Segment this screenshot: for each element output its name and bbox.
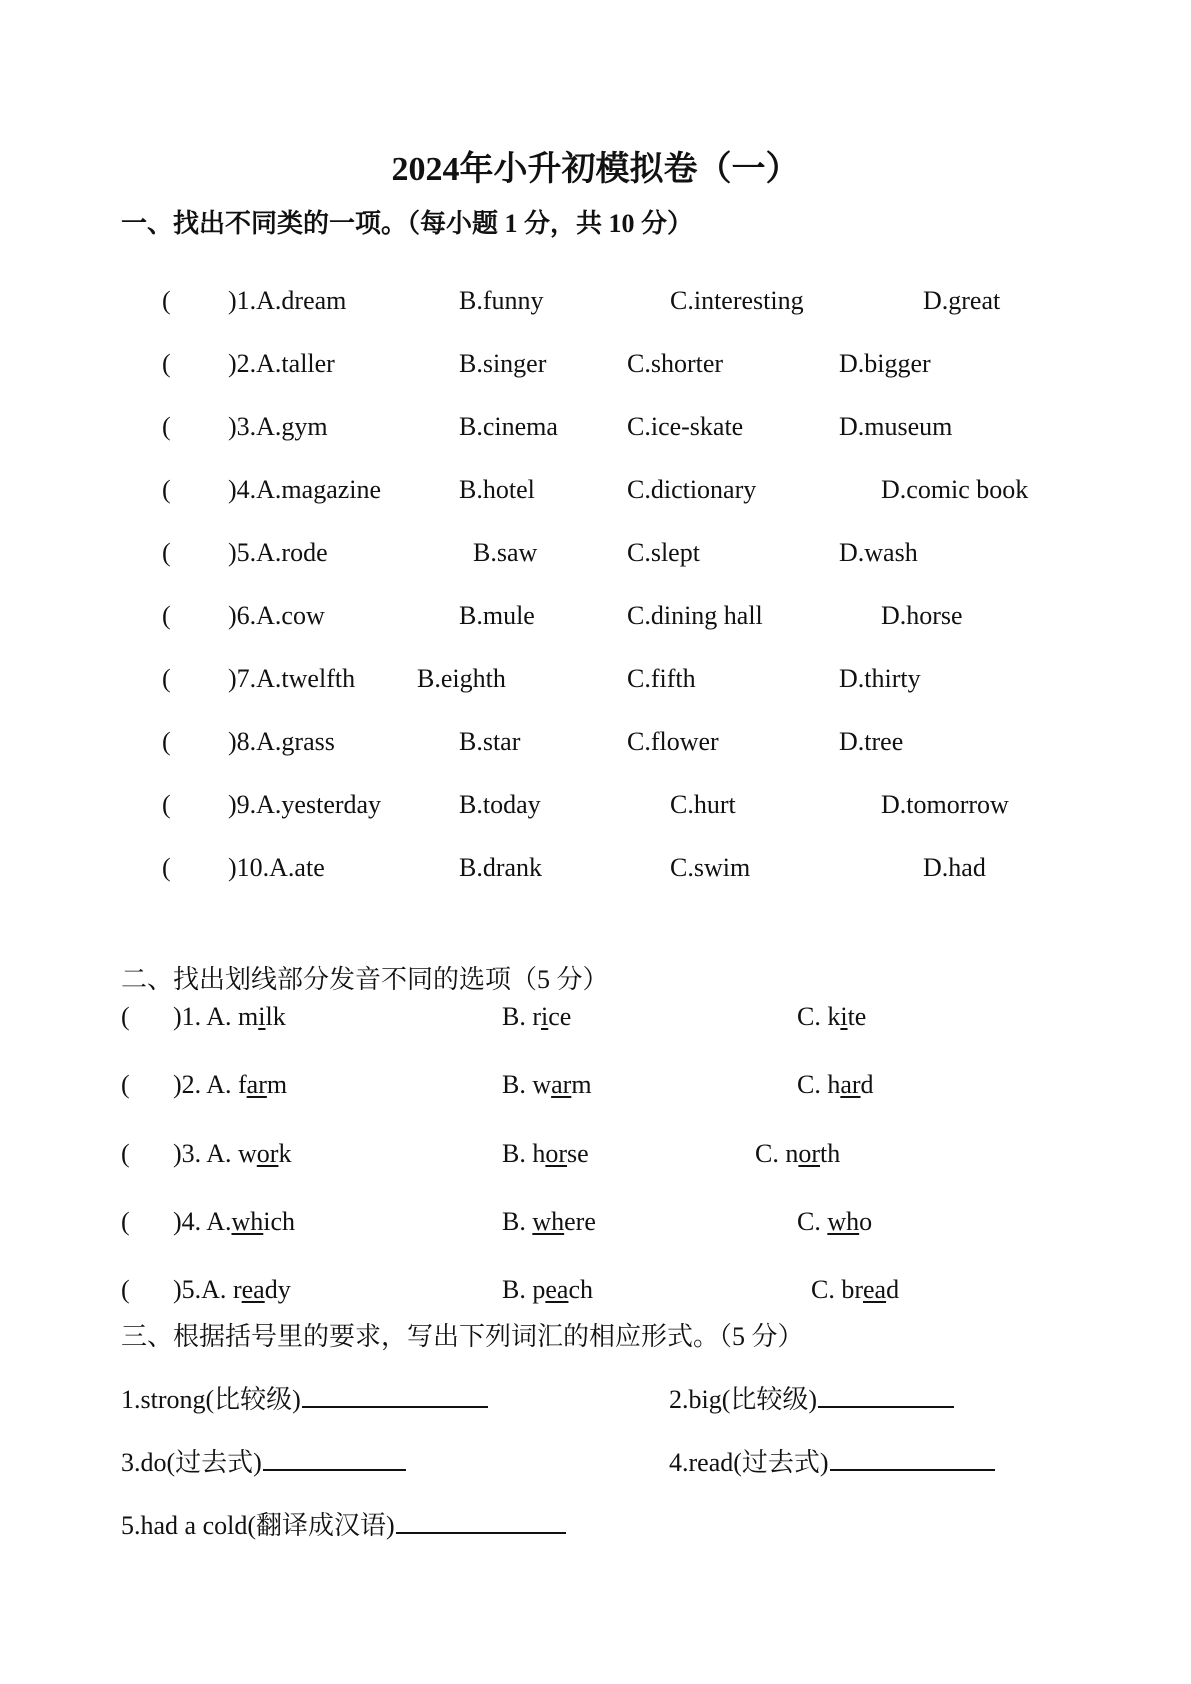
option-a: )9.A.yesterday bbox=[228, 790, 382, 819]
fill-in-item: 4.read(过去式) bbox=[669, 1445, 995, 1480]
option-b: B. peach bbox=[502, 1275, 593, 1304]
section-2-heading: 二、找出划线部分发音不同的选项（5 分） bbox=[121, 965, 609, 994]
answer-paren[interactable]: ( bbox=[162, 475, 171, 504]
option-b: B.today bbox=[459, 790, 541, 819]
option-a: )6.A.cow bbox=[228, 601, 325, 630]
answer-paren[interactable]: ( bbox=[162, 790, 171, 819]
option-a: )10.A.ate bbox=[228, 853, 325, 882]
option-a: )7.A.twelfth bbox=[228, 664, 356, 693]
option-c: C. who bbox=[797, 1207, 873, 1236]
option-b: B.cinema bbox=[459, 412, 558, 441]
option-b: B.saw bbox=[473, 538, 538, 567]
option-a: )2. A. farm bbox=[173, 1070, 288, 1099]
answer-blank[interactable] bbox=[302, 1382, 488, 1408]
option-a: )3.A.gym bbox=[228, 412, 328, 441]
option-d: D.tomorrow bbox=[881, 790, 1009, 819]
option-a: )2.A.taller bbox=[228, 349, 335, 378]
answer-paren[interactable]: ( bbox=[121, 1275, 130, 1304]
answer-paren[interactable]: ( bbox=[162, 853, 171, 882]
option-a: )5.A. ready bbox=[173, 1275, 291, 1304]
section-1-heading: 一、找出不同类的一项。（每小题 1 分，共 10 分） bbox=[121, 209, 694, 238]
answer-paren[interactable]: ( bbox=[121, 1002, 130, 1031]
option-a: )4. A.which bbox=[173, 1207, 296, 1236]
answer-blank[interactable] bbox=[818, 1382, 954, 1408]
fill-in-item: 2.big(比较级) bbox=[669, 1382, 954, 1417]
answer-blank[interactable] bbox=[396, 1508, 566, 1534]
option-a: )1. A. milk bbox=[173, 1002, 286, 1031]
option-d: D.comic book bbox=[881, 475, 1029, 504]
option-b: B.star bbox=[459, 727, 521, 756]
option-a: )1.A.dream bbox=[228, 286, 347, 315]
option-b: B. where bbox=[502, 1207, 596, 1236]
answer-paren[interactable]: ( bbox=[121, 1207, 130, 1236]
fill-in-item: 5.had a cold(翻译成汉语) bbox=[121, 1508, 566, 1543]
option-c: C.ice-skate bbox=[627, 412, 744, 441]
answer-paren[interactable]: ( bbox=[121, 1070, 130, 1099]
answer-blank[interactable] bbox=[830, 1445, 995, 1471]
answer-blank[interactable] bbox=[263, 1445, 406, 1471]
option-c: C.dictionary bbox=[627, 475, 757, 504]
option-a: )4.A.magazine bbox=[228, 475, 382, 504]
option-d: D.tree bbox=[839, 727, 904, 756]
option-c: C. bread bbox=[811, 1275, 900, 1304]
option-c: C.fifth bbox=[627, 664, 696, 693]
option-d: D.wash bbox=[839, 538, 918, 567]
answer-paren[interactable]: ( bbox=[162, 664, 171, 693]
answer-paren[interactable]: ( bbox=[162, 412, 171, 441]
option-b: B. warm bbox=[502, 1070, 592, 1099]
option-b: B.hotel bbox=[459, 475, 535, 504]
page-title: 2024年小升初模拟卷（一） bbox=[391, 151, 800, 188]
option-b: B. rice bbox=[502, 1002, 572, 1031]
option-b: B.funny bbox=[459, 286, 544, 315]
option-c: C.slept bbox=[627, 538, 700, 567]
option-c: C. north bbox=[755, 1139, 841, 1168]
option-b: B.mule bbox=[459, 601, 535, 630]
option-b: B.eighth bbox=[417, 664, 506, 693]
option-a: )5.A.rode bbox=[228, 538, 328, 567]
option-d: D.horse bbox=[881, 601, 963, 630]
answer-paren[interactable]: ( bbox=[162, 727, 171, 756]
option-c: C.dining hall bbox=[627, 601, 763, 630]
option-d: D.museum bbox=[839, 412, 953, 441]
option-c: C.swim bbox=[670, 853, 751, 882]
option-c: C. hard bbox=[797, 1070, 874, 1099]
option-a: )8.A.grass bbox=[228, 727, 335, 756]
option-c: C.shorter bbox=[627, 349, 724, 378]
option-b: B.singer bbox=[459, 349, 547, 378]
option-d: D.had bbox=[923, 853, 986, 882]
answer-paren[interactable]: ( bbox=[121, 1139, 130, 1168]
answer-paren[interactable]: ( bbox=[162, 286, 171, 315]
option-d: D.thirty bbox=[839, 664, 921, 693]
section-3-heading: 三、根据括号里的要求，写出下列词汇的相应形式。（5 分） bbox=[121, 1322, 804, 1351]
option-c: C.hurt bbox=[670, 790, 736, 819]
answer-paren[interactable]: ( bbox=[162, 601, 171, 630]
option-b: B.drank bbox=[459, 853, 543, 882]
answer-paren[interactable]: ( bbox=[162, 349, 171, 378]
answer-paren[interactable]: ( bbox=[162, 538, 171, 567]
option-b: B. horse bbox=[502, 1139, 589, 1168]
option-c: C. kite bbox=[797, 1002, 867, 1031]
option-a: )3. A. work bbox=[173, 1139, 292, 1168]
option-d: D.bigger bbox=[839, 349, 931, 378]
option-c: C.flower bbox=[627, 727, 719, 756]
fill-in-item: 3.do(过去式) bbox=[121, 1445, 406, 1480]
fill-in-item: 1.strong(比较级) bbox=[121, 1382, 488, 1417]
option-d: D.great bbox=[923, 286, 1001, 315]
option-c: C.interesting bbox=[670, 286, 804, 315]
